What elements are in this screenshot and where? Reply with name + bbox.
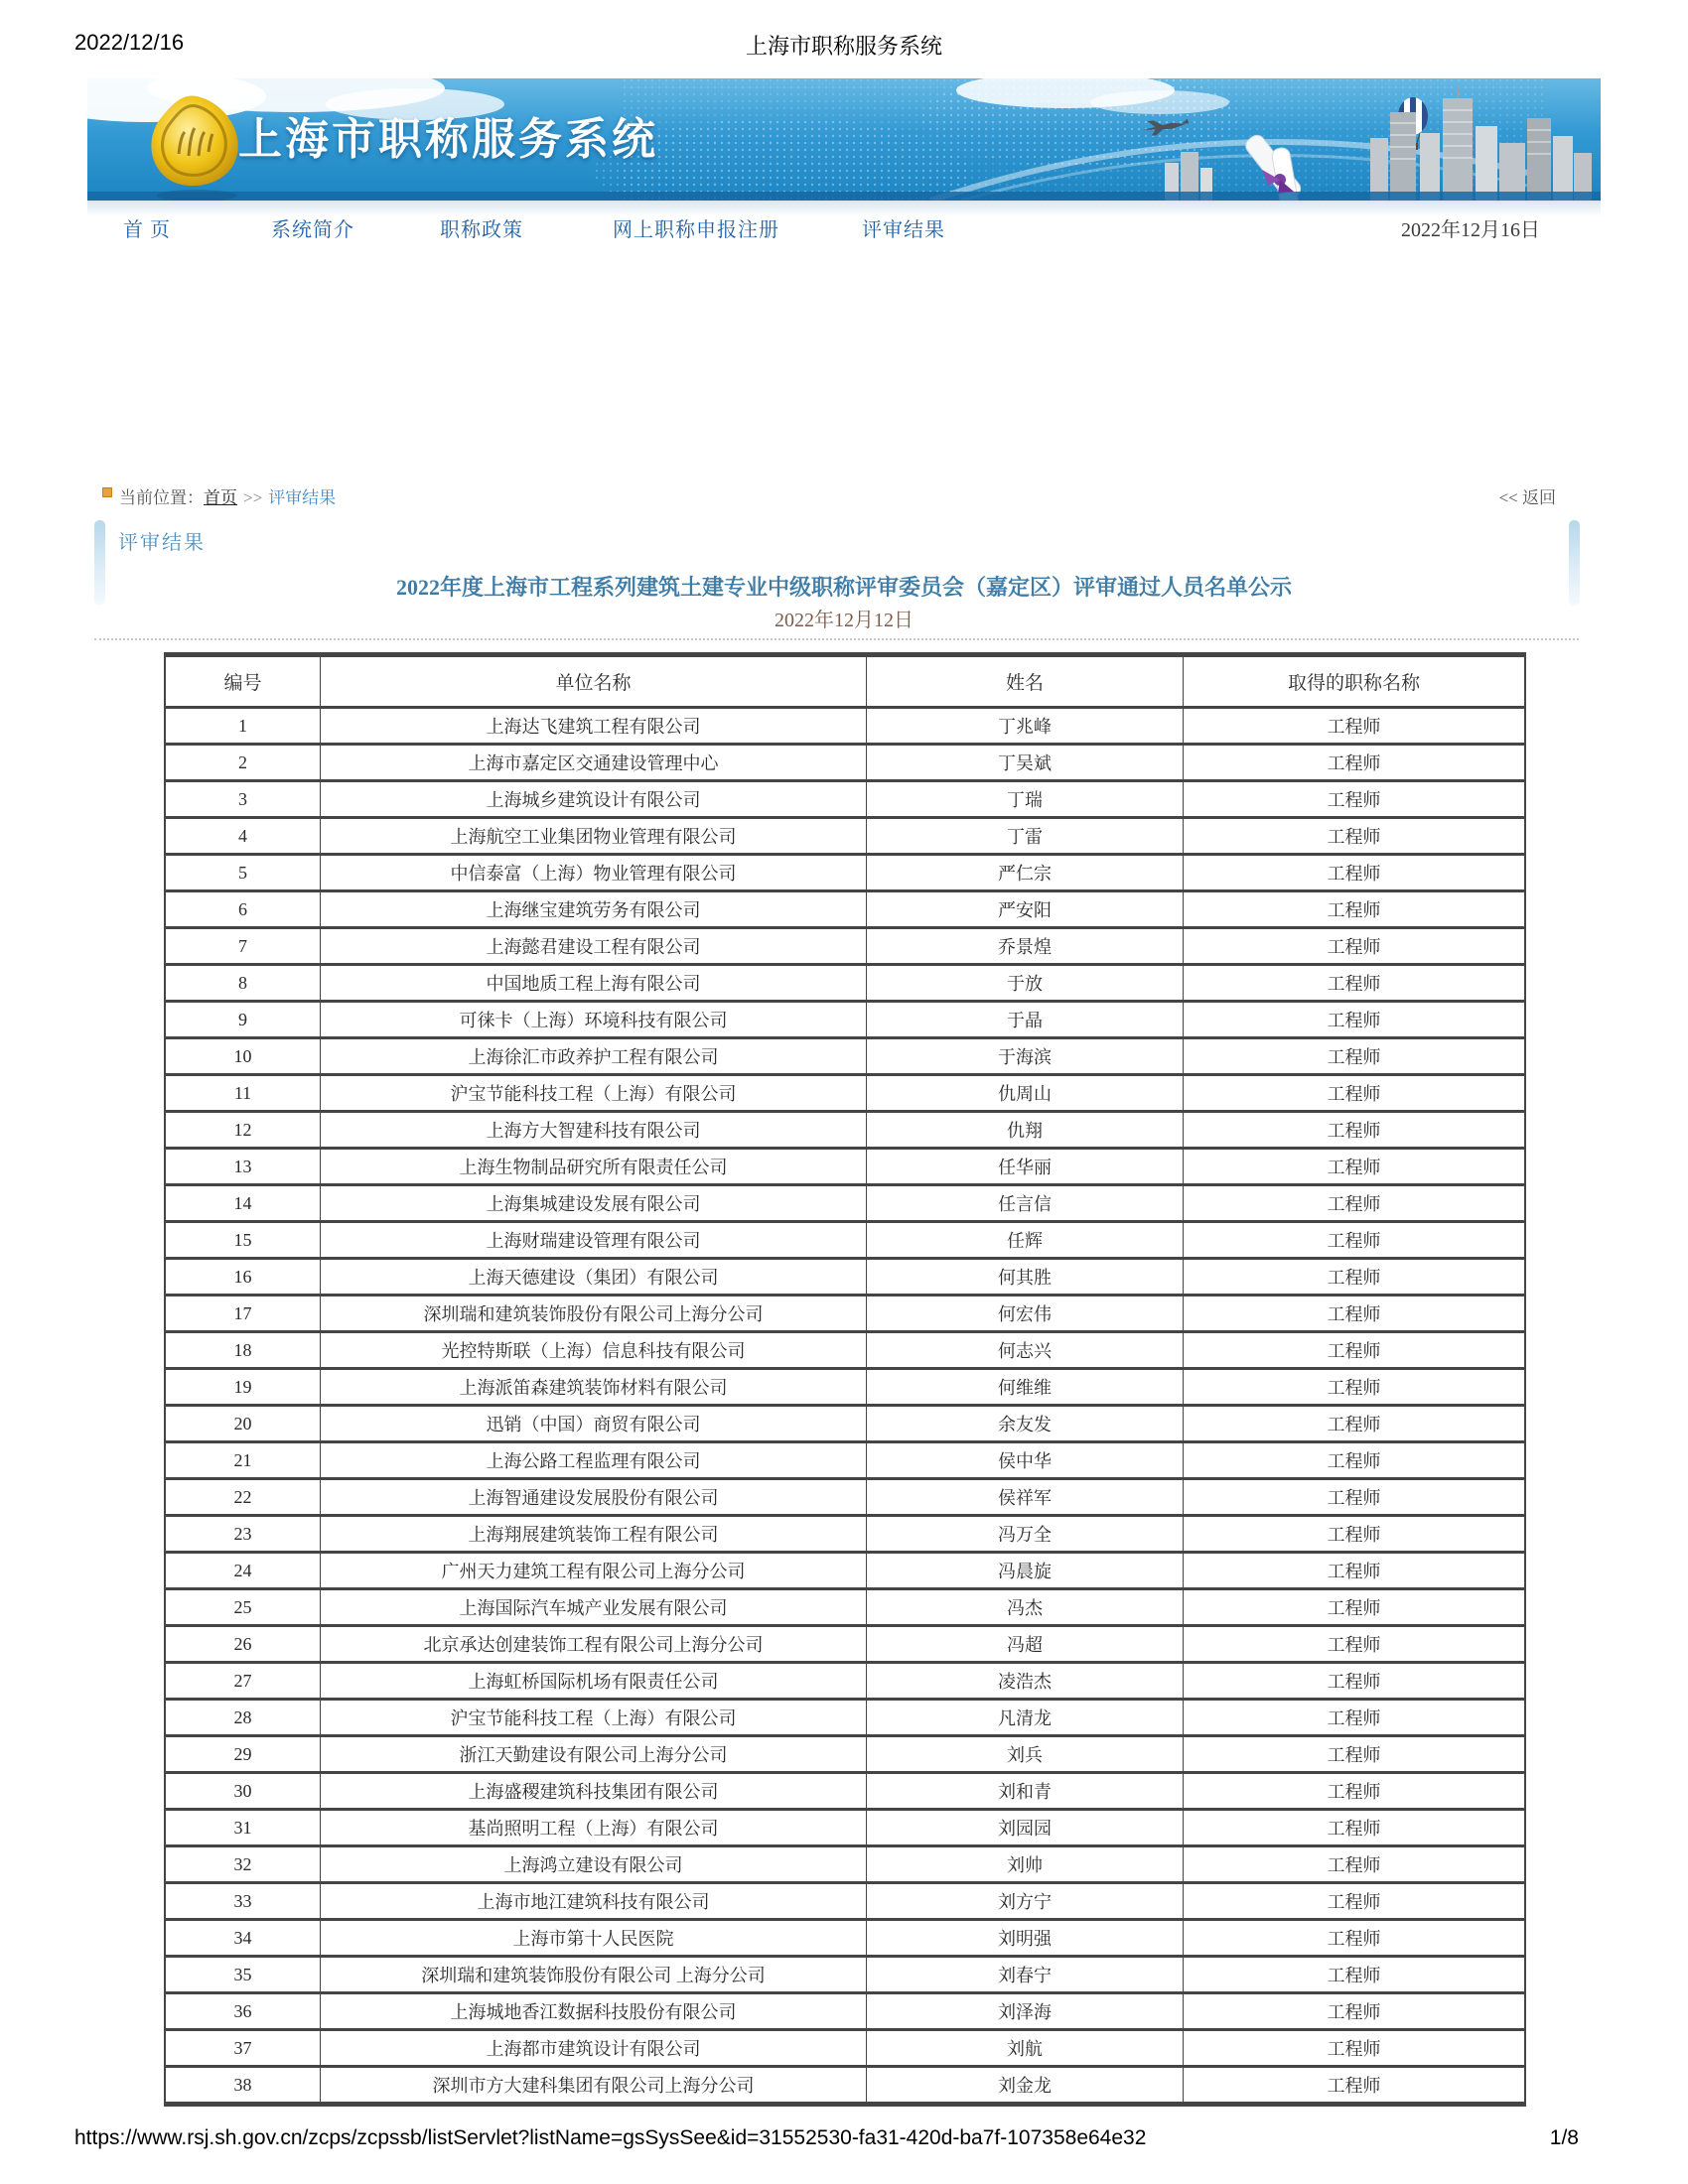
table-row xyxy=(166,1223,1524,1257)
print-footer xyxy=(0,2126,1688,2152)
breadcrumb xyxy=(0,483,1688,507)
table-cell: 29 xyxy=(166,1737,321,1771)
table-cell: 上海国际汽车城产业发展有限公司 xyxy=(321,1590,867,1624)
table-row xyxy=(166,1554,1524,1587)
table-cell: 刘明强 xyxy=(867,1921,1184,1955)
table-row xyxy=(166,1113,1524,1147)
table-cell: 工程师 xyxy=(1184,1333,1524,1367)
table-row xyxy=(166,1847,1524,1881)
table-cell: 上海继宝建筑劳务有限公司 xyxy=(321,892,867,926)
table-cell: 工程师 xyxy=(1184,966,1524,1000)
table-cell: 17 xyxy=(166,1297,321,1330)
table-cell: 中国地质工程上海有限公司 xyxy=(321,966,867,1000)
table-cell: 侯祥军 xyxy=(867,1480,1184,1514)
table-row xyxy=(166,782,1524,816)
table-cell: 何志兴 xyxy=(867,1333,1184,1367)
table-cell: 工程师 xyxy=(1184,1517,1524,1551)
table-cell: 工程师 xyxy=(1184,1186,1524,1220)
table-row xyxy=(166,1994,1524,2028)
table-cell: 余友发 xyxy=(867,1407,1184,1440)
table-cell: 乔景煌 xyxy=(867,929,1184,963)
table-cell: 工程师 xyxy=(1184,1847,1524,1881)
table-cell: 37 xyxy=(166,2031,321,2065)
table-cell: 工程师 xyxy=(1184,2031,1524,2065)
table-cell: 上海城乡建筑设计有限公司 xyxy=(321,782,867,816)
table-cell: 何维维 xyxy=(867,1370,1184,1404)
table-cell: 冯晨旋 xyxy=(867,1554,1184,1587)
table-cell: 34 xyxy=(166,1921,321,1955)
table-cell: 4 xyxy=(166,819,321,853)
nav-date: 2022年12月16日 xyxy=(1401,219,1540,241)
site-title: 上海市职称服务系统 xyxy=(238,115,658,164)
table-cell: 刘帅 xyxy=(867,1847,1184,1881)
table-cell: 16 xyxy=(166,1260,321,1294)
table-row xyxy=(166,1443,1524,1477)
table-cell: 刘兵 xyxy=(867,1737,1184,1771)
table-row xyxy=(166,1150,1524,1183)
table-cell: 工程师 xyxy=(1184,1811,1524,1844)
table-cell: 上海派笛森建筑装饰材料有限公司 xyxy=(321,1370,867,1404)
table-cell: 9 xyxy=(166,1003,321,1036)
table-row xyxy=(166,892,1524,926)
table-row xyxy=(166,856,1524,889)
table-cell: 刘金龙 xyxy=(867,2068,1184,2102)
table-row xyxy=(166,1517,1524,1551)
table-row xyxy=(166,1701,1524,1734)
table-cell: 工程师 xyxy=(1184,1590,1524,1624)
table-cell: 工程师 xyxy=(1184,1554,1524,1587)
table-cell: 26 xyxy=(166,1627,321,1661)
table-cell: 上海懿君建设工程有限公司 xyxy=(321,929,867,963)
header-number: 编号 xyxy=(166,657,321,706)
table-cell: 工程师 xyxy=(1184,1039,1524,1073)
table-cell: 工程师 xyxy=(1184,1737,1524,1771)
table-cell: 凡清龙 xyxy=(867,1701,1184,1734)
main-nav xyxy=(0,205,1688,245)
table-cell: 15 xyxy=(166,1223,321,1257)
table-cell: 31 xyxy=(166,1811,321,1844)
table-cell: 上海天德建设（集团）有限公司 xyxy=(321,1260,867,1294)
table-cell: 沪宝节能科技工程（上海）有限公司 xyxy=(321,1076,867,1110)
table-cell: 6 xyxy=(166,892,321,926)
table-row xyxy=(166,1921,1524,1955)
print-header xyxy=(0,30,1688,59)
table-cell: 上海鸿立建设有限公司 xyxy=(321,1847,867,1881)
table-cell: 严安阳 xyxy=(867,892,1184,926)
breadcrumb-bullet-icon xyxy=(102,487,112,497)
table-cell: 刘园园 xyxy=(867,1811,1184,1844)
site-banner xyxy=(87,78,1601,201)
table-cell: 刘泽海 xyxy=(867,1994,1184,2028)
table-row xyxy=(166,1884,1524,1918)
table-cell: 35 xyxy=(166,1958,321,1991)
table-cell: 1 xyxy=(166,709,321,743)
table-cell: 3 xyxy=(166,782,321,816)
table-row xyxy=(166,1774,1524,1808)
table-cell: 严仁宗 xyxy=(867,856,1184,889)
table-cell: 上海都市建筑设计有限公司 xyxy=(321,2031,867,2065)
footer-page-number: 1/8 xyxy=(1549,2126,1579,2149)
table-cell: 于海滨 xyxy=(867,1039,1184,1073)
table-cell: 上海集城建设发展有限公司 xyxy=(321,1186,867,1220)
table-cell: 5 xyxy=(166,856,321,889)
table-row xyxy=(166,2068,1524,2102)
nav-item-title-policy[interactable]: 职称政策 xyxy=(440,219,523,241)
table-cell: 11 xyxy=(166,1076,321,1110)
table-cell: 27 xyxy=(166,1664,321,1698)
table-cell: 上海方大智建科技有限公司 xyxy=(321,1113,867,1147)
table-cell: 23 xyxy=(166,1517,321,1551)
table-cell: 可徕卡（上海）环境科技有限公司 xyxy=(321,1003,867,1036)
section-bar xyxy=(0,516,1688,576)
nav-item-home[interactable]: 首 页 xyxy=(123,219,171,241)
table-cell: 上海达飞建筑工程有限公司 xyxy=(321,709,867,743)
header-title-obtained: 取得的职称名称 xyxy=(1184,657,1524,706)
table-cell: 21 xyxy=(166,1443,321,1477)
nav-item-review-results[interactable]: 评审结果 xyxy=(862,219,945,241)
table-row xyxy=(166,819,1524,853)
section-title: 评审结果 xyxy=(118,532,206,554)
table-cell: 工程师 xyxy=(1184,2068,1524,2102)
table-cell: 何其胜 xyxy=(867,1260,1184,1294)
table-cell: 于放 xyxy=(867,966,1184,1000)
table-cell: 上海盛稷建筑科技集团有限公司 xyxy=(321,1774,867,1808)
table-row xyxy=(166,1370,1524,1404)
table-cell: 10 xyxy=(166,1039,321,1073)
table-row xyxy=(166,1076,1524,1110)
table-row xyxy=(166,1407,1524,1440)
table-cell: 工程师 xyxy=(1184,1480,1524,1514)
announcement-title: 2022年度上海市工程系列建筑土建专业中级职称评审委员会（嘉定区）评审通过人员名单公示 xyxy=(395,575,1292,600)
table-row xyxy=(166,1480,1524,1514)
table-cell: 19 xyxy=(166,1370,321,1404)
table-row xyxy=(166,1811,1524,1844)
table-row xyxy=(166,1627,1524,1661)
table-cell: 任辉 xyxy=(867,1223,1184,1257)
table-cell: 于晶 xyxy=(867,1003,1184,1036)
table-cell: 工程师 xyxy=(1184,1370,1524,1404)
table-cell: 工程师 xyxy=(1184,1627,1524,1661)
table-cell: 深圳瑞和建筑装饰股份有限公司上海分公司 xyxy=(321,1297,867,1330)
table-cell: 工程师 xyxy=(1184,1150,1524,1183)
table-cell: 32 xyxy=(166,1847,321,1881)
table-cell: 丁吴斌 xyxy=(867,746,1184,779)
table-cell: 工程师 xyxy=(1184,1297,1524,1330)
table-cell: 25 xyxy=(166,1590,321,1624)
table-cell: 工程师 xyxy=(1184,819,1524,853)
table-cell: 工程师 xyxy=(1184,1958,1524,1991)
table-cell: 上海生物制品研究所有限责任公司 xyxy=(321,1150,867,1183)
table-cell: 工程师 xyxy=(1184,856,1524,889)
table-cell: 工程师 xyxy=(1184,1260,1524,1294)
breadcrumb-current[interactable]: 评审结果 xyxy=(268,488,337,507)
table-cell: 冯杰 xyxy=(867,1590,1184,1624)
table-row xyxy=(166,1333,1524,1367)
table-cell: 28 xyxy=(166,1701,321,1734)
table-row xyxy=(166,1297,1524,1330)
table-cell: 侯中华 xyxy=(867,1443,1184,1477)
table-cell: 上海翔展建筑装饰工程有限公司 xyxy=(321,1517,867,1551)
table-row xyxy=(166,2031,1524,2065)
table-cell: 丁兆峰 xyxy=(867,709,1184,743)
table-cell: 工程师 xyxy=(1184,1664,1524,1698)
table-cell: 冯万全 xyxy=(867,1517,1184,1551)
table-cell: 北京承达创建装饰工程有限公司上海分公司 xyxy=(321,1627,867,1661)
table-cell: 上海市第十人民医院 xyxy=(321,1921,867,1955)
table-cell: 工程师 xyxy=(1184,709,1524,743)
table-cell: 2 xyxy=(166,746,321,779)
table-cell: 13 xyxy=(166,1150,321,1183)
table-cell: 工程师 xyxy=(1184,1994,1524,2028)
table-cell: 上海航空工业集团物业管理有限公司 xyxy=(321,819,867,853)
table-row xyxy=(166,929,1524,963)
table-cell: 工程师 xyxy=(1184,1407,1524,1440)
table-row xyxy=(166,1003,1524,1036)
table-row xyxy=(166,1260,1524,1294)
table-row xyxy=(166,1958,1524,1991)
table-cell: 工程师 xyxy=(1184,1443,1524,1477)
table-row xyxy=(166,966,1524,1000)
table-cell: 上海城地香江数据科技股份有限公司 xyxy=(321,1994,867,2028)
table-row xyxy=(166,709,1524,743)
header-company: 单位名称 xyxy=(321,657,867,706)
table-cell: 工程师 xyxy=(1184,1003,1524,1036)
table-cell: 38 xyxy=(166,2068,321,2102)
table-cell: 工程师 xyxy=(1184,1701,1524,1734)
table-cell: 仇翔 xyxy=(867,1113,1184,1147)
table-cell: 上海虹桥国际机场有限责任公司 xyxy=(321,1664,867,1698)
table-cell: 工程师 xyxy=(1184,1921,1524,1955)
table-cell: 30 xyxy=(166,1774,321,1808)
back-link[interactable]: << 返回 xyxy=(1498,488,1556,507)
table-cell: 工程师 xyxy=(1184,1884,1524,1918)
table-cell: 刘和青 xyxy=(867,1774,1184,1808)
table-cell: 仇周山 xyxy=(867,1076,1184,1110)
table-cell: 36 xyxy=(166,1994,321,2028)
table-row xyxy=(166,746,1524,779)
table-cell: 刘方宁 xyxy=(867,1884,1184,1918)
table-cell: 冯超 xyxy=(867,1627,1184,1661)
table-cell: 12 xyxy=(166,1113,321,1147)
results-table xyxy=(164,652,1526,2107)
table-cell: 广州天力建筑工程有限公司上海分公司 xyxy=(321,1554,867,1587)
table-cell: 20 xyxy=(166,1407,321,1440)
table-row xyxy=(166,1664,1524,1698)
table-row xyxy=(166,1039,1524,1073)
table-row xyxy=(166,1590,1524,1624)
announcement-date: 2022年12月12日 xyxy=(774,610,914,631)
table-cell: 基尚照明工程（上海）有限公司 xyxy=(321,1811,867,1844)
table-cell: 刘春宁 xyxy=(867,1958,1184,1991)
breadcrumb-separator: >> xyxy=(243,488,263,507)
table-cell: 深圳市方大建科集团有限公司上海分公司 xyxy=(321,2068,867,2102)
table-body xyxy=(166,709,1524,2102)
table-cell: 凌浩杰 xyxy=(867,1664,1184,1698)
table-cell: 工程师 xyxy=(1184,782,1524,816)
header-name: 姓名 xyxy=(867,657,1184,706)
print-date: 2022/12/16 xyxy=(74,30,185,55)
table-cell: 丁雷 xyxy=(867,819,1184,853)
table-cell: 上海公路工程监理有限公司 xyxy=(321,1443,867,1477)
table-cell: 上海市嘉定区交通建设管理中心 xyxy=(321,746,867,779)
table-cell: 上海智通建设发展股份有限公司 xyxy=(321,1480,867,1514)
table-row xyxy=(166,1737,1524,1771)
dotted-divider xyxy=(94,638,1579,640)
table-cell: 刘航 xyxy=(867,2031,1184,2065)
table-cell: 深圳瑞和建筑装饰股份有限公司 上海分公司 xyxy=(321,1958,867,1991)
table-cell: 工程师 xyxy=(1184,892,1524,926)
breadcrumb-home-link[interactable]: 首页 xyxy=(204,488,237,507)
table-cell: 24 xyxy=(166,1554,321,1587)
table-cell: 浙江天勤建设有限公司上海分公司 xyxy=(321,1737,867,1771)
table-cell: 丁瑞 xyxy=(867,782,1184,816)
table-cell: 工程师 xyxy=(1184,1774,1524,1808)
table-cell: 中信泰富（上海）物业管理有限公司 xyxy=(321,856,867,889)
table-cell: 任华丽 xyxy=(867,1150,1184,1183)
table-header-row xyxy=(166,657,1524,706)
print-page-title: 上海市职称服务系统 xyxy=(745,34,942,59)
table-row xyxy=(166,1186,1524,1220)
nav-item-online-application[interactable]: 网上职称申报注册 xyxy=(613,219,779,241)
table-cell: 工程师 xyxy=(1184,1223,1524,1257)
table-cell: 何宏伟 xyxy=(867,1297,1184,1330)
table-cell: 14 xyxy=(166,1186,321,1220)
table-cell: 迅销（中国）商贸有限公司 xyxy=(321,1407,867,1440)
table-cell: 工程师 xyxy=(1184,746,1524,779)
table-cell: 工程师 xyxy=(1184,1113,1524,1147)
table-cell: 工程师 xyxy=(1184,929,1524,963)
table-cell: 任言信 xyxy=(867,1186,1184,1220)
breadcrumb-label: 当前位置： xyxy=(119,488,204,507)
footer-url: https://www.rsj.sh.gov.cn/zcps/zcpssb/listServlet?listName=gsSysSee&id=31552530-fa31-420d-ba7f-107358e64e32 xyxy=(74,2126,1147,2149)
table-cell: 22 xyxy=(166,1480,321,1514)
table-cell: 上海徐汇市政养护工程有限公司 xyxy=(321,1039,867,1073)
table-cell: 18 xyxy=(166,1333,321,1367)
table-cell: 7 xyxy=(166,929,321,963)
table-cell: 工程师 xyxy=(1184,1076,1524,1110)
table-cell: 33 xyxy=(166,1884,321,1918)
table-cell: 光控特斯联（上海）信息科技有限公司 xyxy=(321,1333,867,1367)
table-cell: 上海市地江建筑科技有限公司 xyxy=(321,1884,867,1918)
table-cell: 8 xyxy=(166,966,321,1000)
table-cell: 沪宝节能科技工程（上海）有限公司 xyxy=(321,1701,867,1734)
table-cell: 上海财瑞建设管理有限公司 xyxy=(321,1223,867,1257)
nav-item-system-intro[interactable]: 系统简介 xyxy=(271,219,354,241)
